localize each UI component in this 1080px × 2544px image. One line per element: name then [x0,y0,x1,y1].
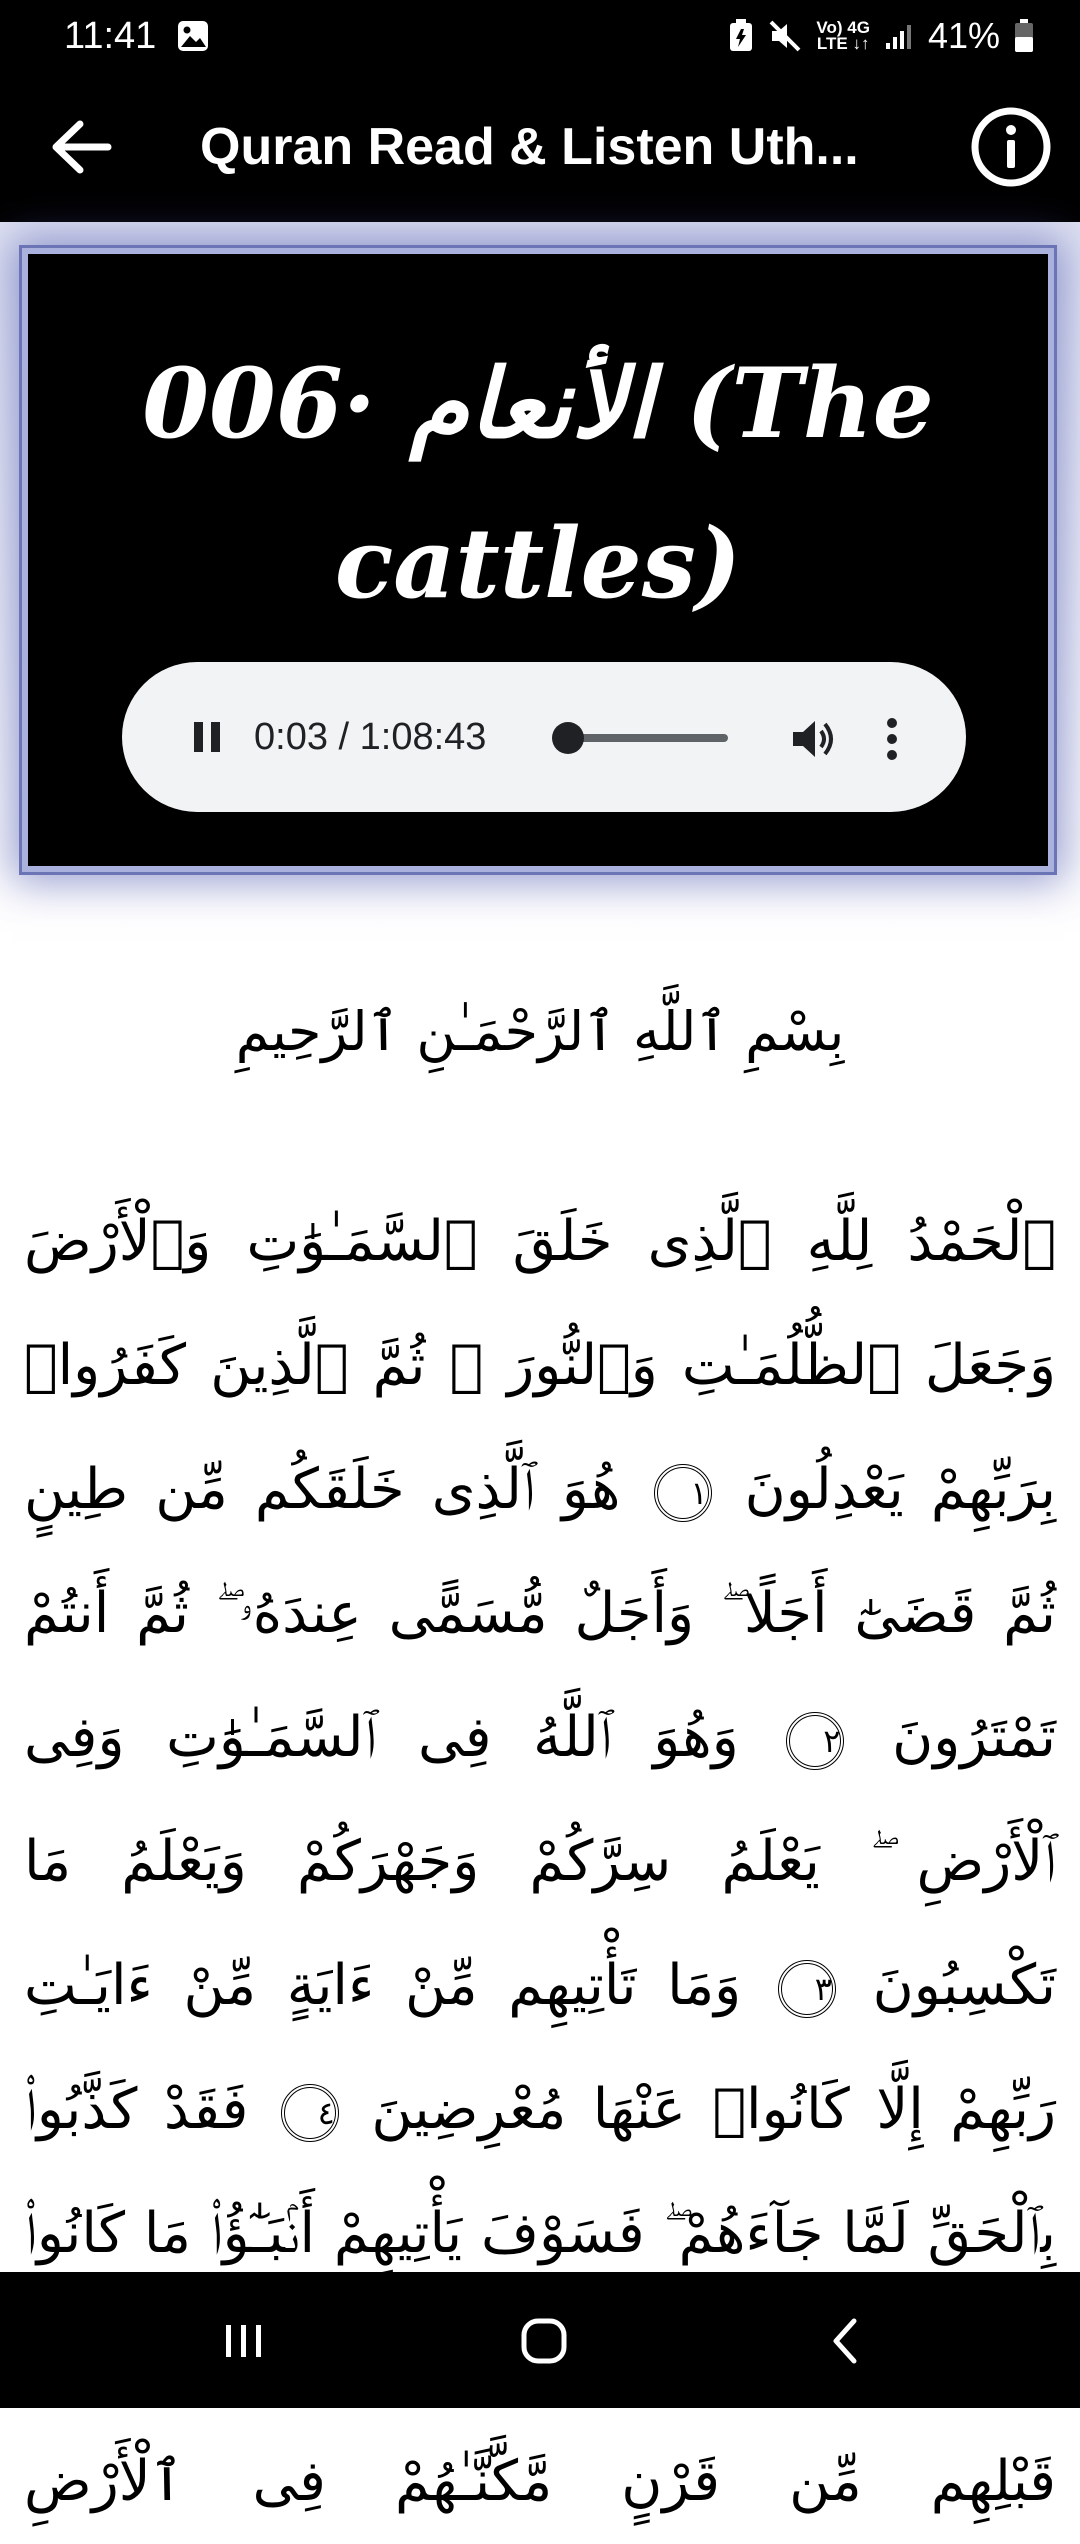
data-saver-icon [728,19,754,53]
ayah-number-marker: ٣ [778,1960,836,2018]
ayah-number-marker: ١ [654,1464,712,1522]
home-icon [514,2311,574,2371]
audio-player [122,662,966,812]
navigation-bar [0,2272,1080,2408]
verse-text: ٱلْحَمْدُ لِلَّهِ ٱلَّذِى خَلَقَ ٱلسَّمَـٰوَٰتِ وَٱلْأَرْضَ وَجَعَلَ ٱلظُّلُمَـٰتِ وَٱلنُّورَ ۖ ثُمَّ ٱلَّذِينَ كَفَرُوا۟ بِرَبِّهِمْ يَعْدِلُونَ [24,1209,1056,1522]
verse-text: قَبْلِهِم مِّن قَرْنٍ مَّكَّنَّـٰهُمْ فِى ٱلْأَرْضِ [24,2449,1056,2514]
status-time: 11:41 [64,14,157,57]
verse-text: هُوَ ٱلَّذِى خَلَقَكُم مِّن طِينٍ ثُمَّ قَضَىٰٓ أَجَلًا ۖ وَأَجَلٌ مُّسَمًّى عِندَهُۥ ۖ ثُمَّ أَنتُمْ تَمْتَرُونَ [24,1457,1056,1770]
more-vert-icon [884,717,900,761]
back-button[interactable] [36,102,126,192]
verse-text: وَمَا تَأْتِيهِم مِّنْ ءَايَةٍ مِّنْ ءَايَـٰتِ رَبِّهِمْ إِلَّا كَانُوا۟ عَنْهَا مُعْرِضِينَ [24,1953,1056,2142]
info-button[interactable] [966,102,1056,192]
info-circle-icon [969,105,1053,189]
verses-text [24,1180,1056,2514]
ayah-number-marker: ٤ [281,2084,339,2142]
nav-back-button[interactable] [806,2306,886,2376]
pause-icon [187,717,227,757]
network-top-text: Vo) 4G [816,18,870,37]
network-bottom-text: LTE ↓↑ [816,34,870,53]
volume-button[interactable] [788,714,838,764]
volume-icon [789,715,837,763]
seek-thumb[interactable] [552,722,584,754]
pause-button[interactable] [182,712,232,762]
status-bar [0,0,1080,72]
basmala: بِسْمِ ٱللَّهِ ٱلرَّحْمَـٰنِ ٱلرَّحِيمِ [235,1000,845,1063]
recents-button[interactable] [204,2306,284,2376]
surah-title: 006· الأنعام (The cattles) [142,347,934,620]
seek-bar[interactable] [562,734,728,742]
surah-header-card [22,248,1054,872]
arrow-left-icon [46,112,116,182]
ayah-number-marker: ٢ [786,1712,844,1770]
home-button[interactable] [504,2306,584,2376]
app-title: Quran Read & Listen Uth... [200,118,859,176]
battery-icon [1014,19,1034,53]
verse-text: وَهُوَ ٱللَّهُ فِى ٱلسَّمَـٰوَٰتِ وَفِى ٱلْأَرْضِ ۖ يَعْلَمُ سِرَّكُمْ وَجَهْرَكُمْ وَيَعْلَمُ مَا تَكْسِبُونَ [24,1705,1056,2018]
recents-icon [214,2311,274,2371]
gallery-notification-icon [176,19,210,53]
battery-percent: 41% [927,15,1000,56]
nav-back-icon [816,2311,876,2371]
verse-text: فَقَدْ كَذَّبُوا۟ بِٱلْحَقِّ لَمَّا جَآءَهُمْ ۖ فَسَوْفَ يَأْتِيهِمْ أَنۢبَـٰٓؤُا۟ مَا كَانُوا۟ [24,2077,1056,2266]
more-options-button[interactable] [872,714,912,764]
mute-icon [768,19,802,53]
app-bar [0,72,1080,222]
network-indicator [816,20,870,52]
audio-time: 0:03 / 1:08:43 [254,716,487,758]
signal-icon [884,21,914,51]
